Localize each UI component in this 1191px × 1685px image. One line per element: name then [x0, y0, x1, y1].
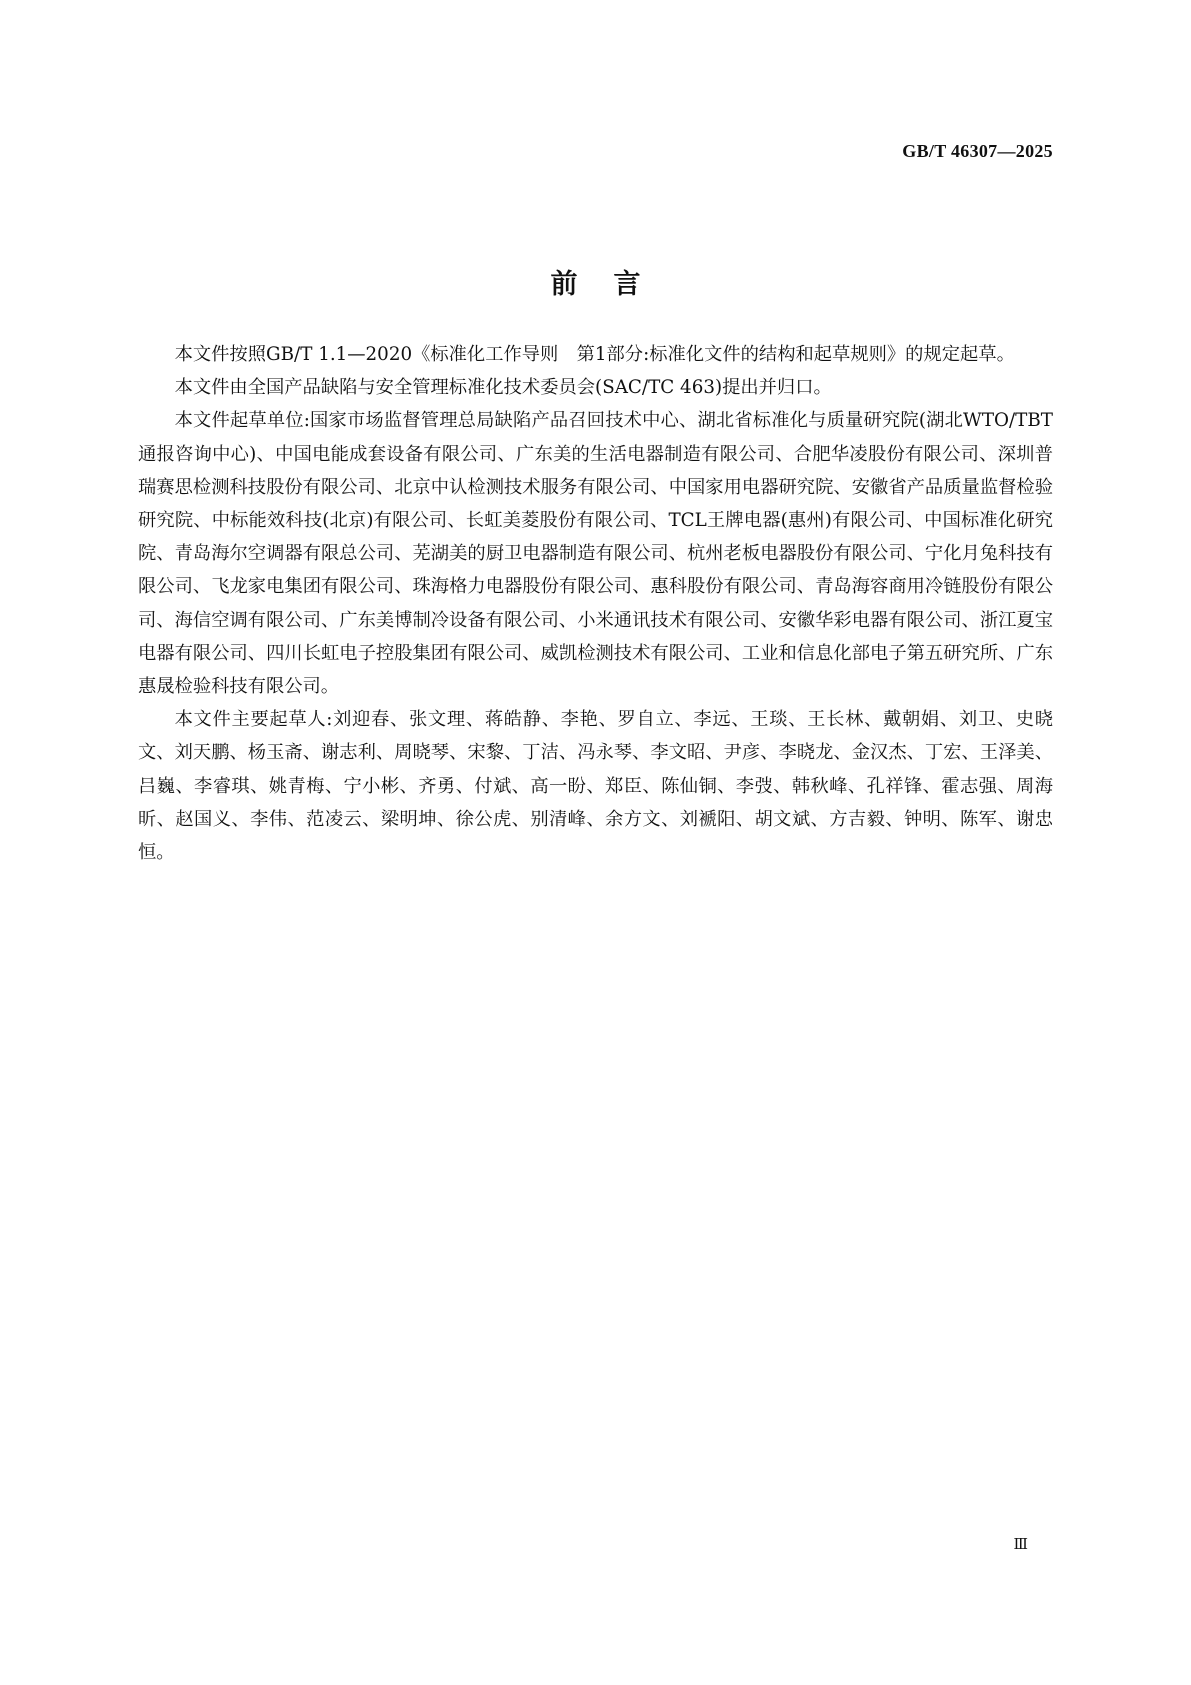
page-number: Ⅲ: [1013, 1537, 1028, 1553]
page-title: 前言: [550, 269, 677, 301]
preface-body: [138, 338, 1053, 869]
paragraph-proposer: 本文件由全国产品缺陷与安全管理标准化技术委员会(SAC/TC 463)提出并归口。: [174, 377, 832, 399]
paragraph-drafting-rules: 本文件按照GB/T 1.1—2020《标准化工作导则 第1部分:标准化文件的结构和起草规则》的规定起草。: [174, 344, 1015, 365]
standard-code: GB/T 46307—2025: [902, 141, 1053, 161]
paragraph-drafting-units: 本文件起草单位:国家市场监督管理总局缺陷产品召回技术中心、湖北省标准化与质量研究院(湖北WTO/TBT通报咨询中心)、中国电能成套设备有限公司、广东美的生活电器制造有限公司、合肥华凌股份有限公司、深圳普瑞赛思检测科技股份有限公司、北京中认检测技术服务有限公司、中国家用电器研究院、安徽省产品质量监督检验研究院、中标能效科技(北京)有限公司、长虹美菱股份有限公司、TCL王牌电器(惠州)有限公司、中国标准化研究院、青岛海尔空调器有限总公司、芜湖美的厨卫电器制造有限公司、杭州老板电器股份有限公司、宁化月兔科技有限公司、飞龙家电集团有限公司、珠海格力电器股份有限公司、惠科股份有限公司、青岛海容商用冷链股份有限公司、海信空调有限公司、广东美博制冷设备有限公司、小米通讯技术有限公司、安徽华彩电器有限公司、浙江夏宝电器有限公司、四川长虹电子控股集团有限公司、威凯检测技术有限公司、工业和信息化部电子第五研究所、广东惠晟检验科技有限公司。: [138, 410, 1053, 698]
paragraph-drafters: 本文件主要起草人:刘迎春、张文理、蒋皓静、李艳、罗自立、李远、王琰、王长林、戴朝娟、刘卫、史晓文、刘天鹏、杨玉斋、谢志利、周晓琴、宋黎、丁洁、冯永琴、李文昭、尹彦、李晓龙、金汉杰、丁宏、王泽美、吕巍、李睿琪、姚青梅、宁小彬、齐勇、付斌、高一盼、郑臣、陈仙铜、李弢、韩秋峰、孔祥锋、霍志强、周海昕、赵国义、李伟、范凌云、梁明坤、徐公虎、别清峰、余方文、刘褫阳、胡文斌、方吉毅、钟明、陈军、谢忠恒。: [138, 709, 1053, 864]
